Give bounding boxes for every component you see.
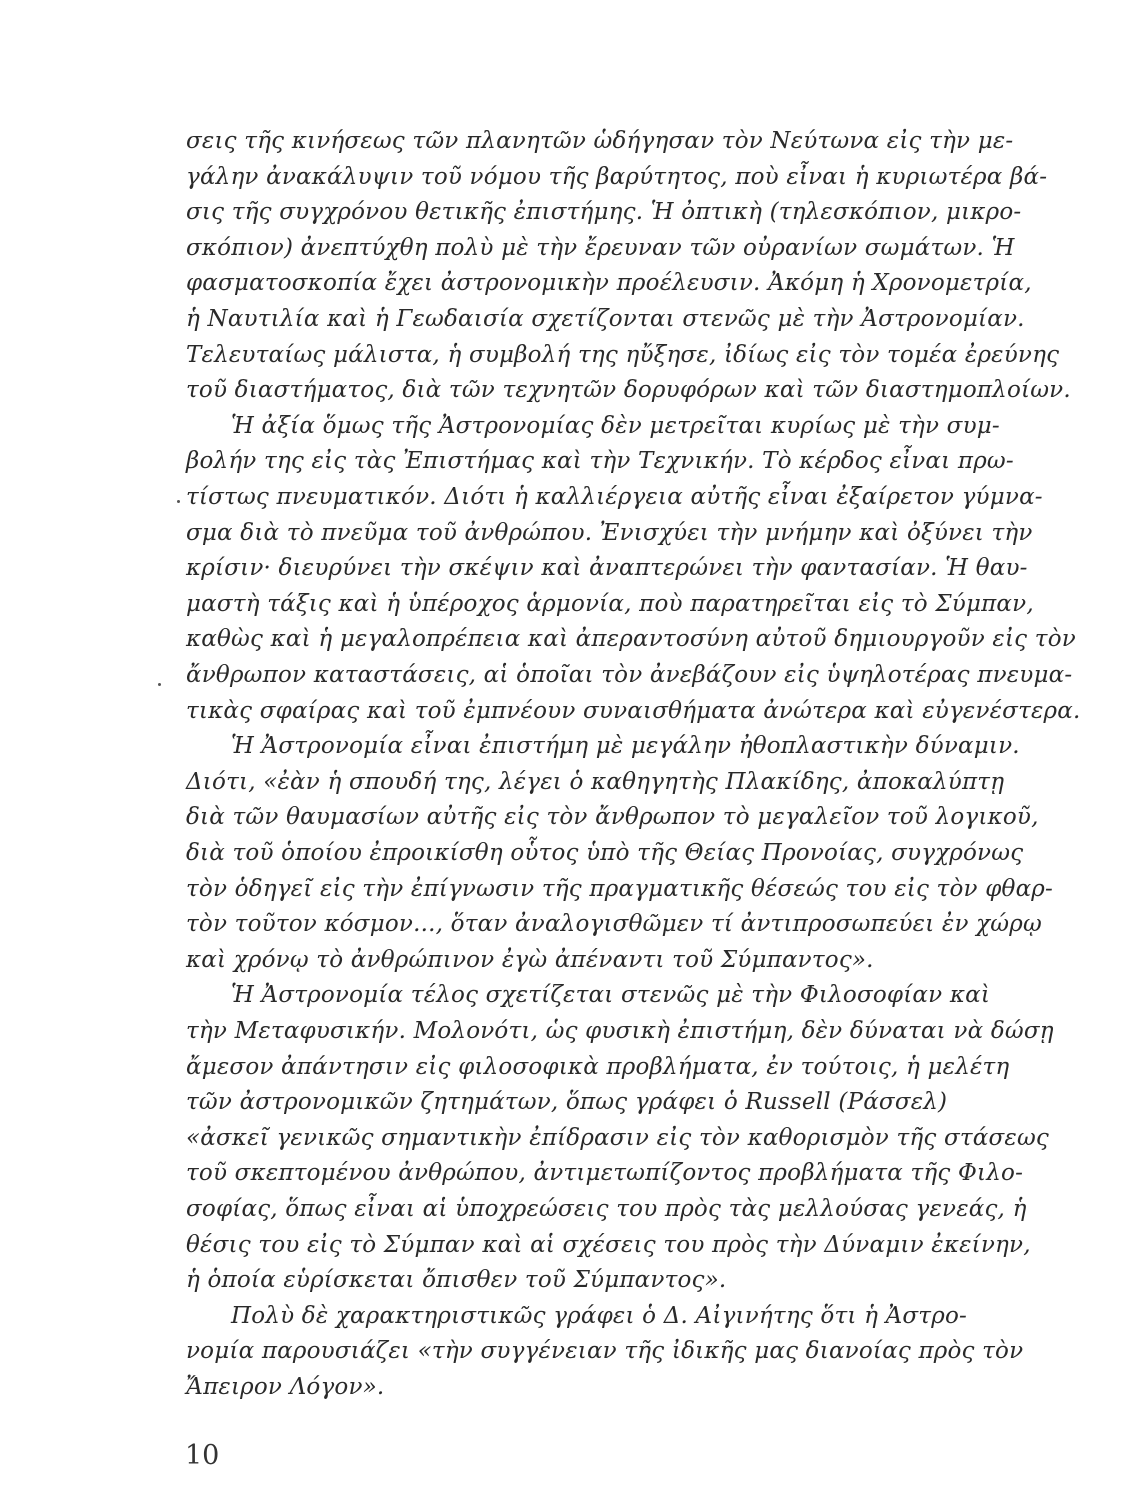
text-line: φασματοσκοπία ἔχει ἀστρονομικὴν προέλευσιν. Ἀκόμη ἡ Χρονομετρία, [186,270,1032,297]
text-line: ἄνθρωπον καταστάσεις, αἱ ὁποῖαι τὸν ἀνεβάζουν εἰς ὑψηλοτέρας πνευμα- [186,662,1073,688]
scan-speck [158,683,161,686]
text-line: ἡ Ναυτιλία καὶ ἡ Γεωδαισία σχετίζονται στενῶς μὲ τὴν Ἀστρονομίαν. [186,306,1025,332]
text-line: Τελευταίως μάλιστα, ἡ συμβολή της ηὔξησε, ἰδίως εἰς τὸν τομέα ἐρεύνης [186,341,1060,368]
text-line: τὸν τοῦτον κόσμον..., ὅταν ἀναλογισθῶμεν τί ἀντιπροσωπεύει ἐν χώρῳ [186,911,1042,938]
text-line: διὰ τῶν θαυμασίων αὐτῆς εἰς τὸν ἄνθρωπον τὸ μεγαλεῖον τοῦ λογικοῦ, [186,804,1039,831]
text-line: ἄμεσον ἀπάντησιν εἰς φιλοσοφικὰ προβλήματα, ἐν τούτοις, ἡ μελέτη [186,1053,1010,1080]
text-line: σις τῆς συγχρόνου θετικῆς ἐπιστήμης. Ἡ ὀπτικὴ (τηλεσκόπιον, μικρο- [186,199,1022,226]
text-line: τῶν ἀστρονομικῶν ζητημάτων, ὅπως γράφει ὁ Russell (Ράσσελ) [186,1089,948,1116]
text-line: μαστὴ τάξις καὶ ἡ ὑπέροχος ἁρμονία, ποὺ παρατηρεῖται εἰς τὸ Σύμπαν, [186,590,1034,617]
text-line: Διότι, «ἐὰν ἡ σπουδή της, λέγει ὁ καθηγητὴς Πλακίδης, ἀποκαλύπτῃ [186,768,1005,795]
text-line: καὶ χρόνῳ τὸ ἀνθρώπινον ἐγὼ ἀπέναντι τοῦ Σύμπαντος». [186,946,874,973]
page-number: 10 [185,1440,220,1471]
text-line: Ἡ ἀξία ὅμως τῆς Ἀστρονομίας δὲν μετρεῖται κυρίως μὲ τὴν συμ- [231,412,1000,439]
text-line: σκόπιον) ἀνεπτύχθη πολὺ μὲ τὴν ἔρευναν τῶν οὐρανίων σωμάτων. Ἡ [186,234,1015,261]
text-line: τοῦ σκεπτομένου ἀνθρώπου, ἀντιμετωπίζοντος προβλήματα τῆς Φιλο- [186,1160,1024,1187]
text-line: διὰ τοῦ ὁποίου ἐπροικίσθη οὗτος ὑπὸ τῆς Θείας Προνοίας, συγχρόνως [186,840,1024,866]
text-line: γάλην ἀνακάλυψιν τοῦ νόμου τῆς βαρύτητος, ποὺ εἶναι ἡ κυριωτέρα βά- [186,163,1048,190]
text-line: σοφίας, ὅπως εἶναι αἱ ὑποχρεώσεις του πρὸς τὰς μελλούσας γενεάς, ἡ [186,1196,1027,1222]
text-line: βολήν της εἰς τὰς Ἐπιστήμας καὶ τὴν Τεχνικήν. Τὸ κέρδος εἶναι πρω- [186,448,1014,475]
text-line: Πολὺ δὲ χαρακτηριστικῶς γράφει ὁ Δ. Αἰγινήτης ὅτι ἡ Ἀστρο- [231,1302,967,1329]
scan-speck [177,500,180,503]
text-line: καθὼς καὶ ἡ μεγαλοπρέπεια καὶ ἀπεραντοσύνη αὐτοῦ δημιουργοῦν εἰς τὸν [186,626,1076,653]
text-line: τὸν ὁδηγεῖ εἰς τὴν ἐπίγνωσιν τῆς πραγματικῆς θέσεώς του εἰς τὸν φθαρ- [186,875,1054,902]
text-line: τὴν Μεταφυσικήν. Μολονότι, ὡς φυσικὴ ἐπιστήμη, δὲν δύναται νὰ δώσῃ [186,1018,1054,1044]
text-line: «ἀσκεῖ γενικῶς σημαντικὴν ἐπίδρασιν εἰς τὸν καθορισμὸν τῆς στάσεως [186,1124,1049,1151]
text-line: σεις τῆς κινήσεως τῶν πλανητῶν ὡδήγησαν τὸν Νεύτωνα εἰς τὴν με- [186,128,1014,154]
text-line: σμα διὰ τὸ πνεῦμα τοῦ ἀνθρώπου. Ἐνισχύει τὴν μνήμην καὶ ὀξύνει τὴν [186,519,1033,546]
text-line: Ἡ Ἀστρονομία τέλος σχετίζεται στενῶς μὲ τὴν Φιλοσοφίαν καὶ [231,982,991,1009]
text-line: θέσις του εἰς τὸ Σύμπαν καὶ αἱ σχέσεις του πρὸς τὴν Δύναμιν ἐκείνην, [186,1231,1031,1258]
text-line: Ἄπειρον Λόγον». [186,1374,385,1400]
text-line: Ἡ Ἀστρονομία εἶναι ἐπιστήμη μὲ μεγάλην ἠθοπλαστικὴν δύναμιν. [231,733,1020,760]
text-line: ἡ ὁποία εὑρίσκεται ὄπισθεν τοῦ Σύμπαντος». [186,1267,727,1294]
text-line: νομία παρουσιάζει «τὴν συγγένειαν τῆς ἰδικῆς μας διανοίας πρὸς τὸν [186,1338,1024,1365]
text-line: κρίσιν· διευρύνει τὴν σκέψιν καὶ ἀναπτερώνει τὴν φαντασίαν. Ἡ θαυ- [186,555,1028,582]
text-line: τικὰς σφαίρας καὶ τοῦ ἐμπνέουν συναισθήματα ἀνώτερα καὶ εὐγενέστερα. [186,697,1081,724]
text-line: τοῦ διαστήματος, διὰ τῶν τεχνητῶν δορυφόρων καὶ τῶν διαστημοπλοίων. [186,377,1071,404]
text-line: τίστως πνευματικόν. Διότι ἡ καλλιέργεια αὐτῆς εἶναι ἐξαίρετον γύμνα- [186,484,1043,510]
